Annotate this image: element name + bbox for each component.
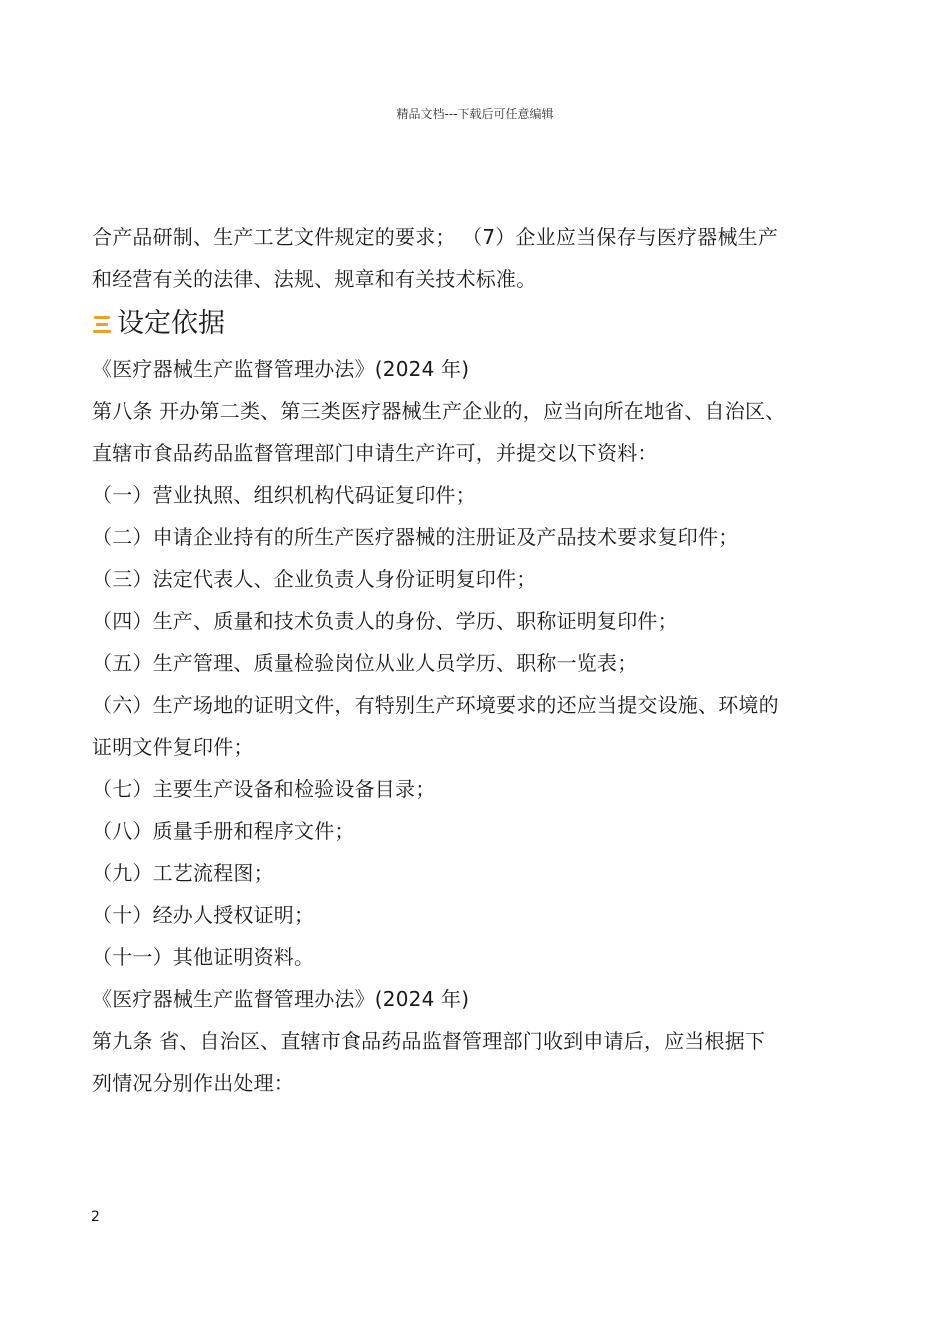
list-item: （七）主要生产设备和检验设备目录； — [92, 777, 436, 801]
article-line: 第九条 省、自治区、直辖市食品药品监督管理部门收到申请后，应当根据下 — [92, 1029, 766, 1053]
list-item: （九）工艺流程图； — [92, 861, 274, 885]
regulation-title: 《医疗器械生产监督管理办法》(2024 年) — [92, 987, 470, 1011]
list-item: （四）生产、质量和技术负责人的身份、学历、职称证明复印件； — [92, 609, 678, 633]
document-body — [92, 216, 858, 1104]
list-item: （三）法定代表人、企业负责人身份证明复印件； — [92, 567, 537, 591]
list-item-continuation: 证明文件复印件； — [92, 735, 254, 759]
article-line: 直辖市食品药品监督管理部门申请生产许可，并提交以下资料： — [92, 441, 658, 465]
paragraph-line: 和经营有关的法律、法规、规章和有关技术标准。 — [92, 267, 537, 291]
section-heading-text: 设定依据 — [117, 308, 225, 339]
article-line: 第八条 开办第二类、第三类医疗器械生产企业的，应当向所在地省、自治区、 — [92, 399, 786, 423]
list-item: （十）经办人授权证明； — [92, 903, 315, 927]
page-header: 精品文档---下载后可任意编辑 — [396, 107, 554, 121]
list-item: （五）生产管理、质量检验岗位从业人员学历、职称一览表； — [92, 651, 638, 675]
list-item: （一）营业执照、组织机构代码证复印件； — [92, 483, 476, 507]
paragraph-line: 合产品研制、生产工艺文件规定的要求； （7）企业应当保存与医疗器械生产 — [92, 225, 779, 249]
article-line: 列情况分别作出处理： — [92, 1071, 294, 1095]
list-item: （十一）其他证明资料。 — [92, 945, 315, 969]
list-item: （八）质量手册和程序文件； — [92, 819, 355, 843]
regulation-title: 《医疗器械生产监督管理办法》(2024 年) — [92, 357, 470, 381]
section-heading — [92, 300, 858, 348]
page-number: 2 — [91, 1209, 100, 1225]
list-icon — [92, 313, 112, 335]
list-item: （二）申请企业持有的所生产医疗器械的注册证及产品技术要求复印件； — [92, 525, 739, 549]
list-item: （六）生产场地的证明文件，有特别生产环境要求的还应当提交设施、环境的 — [92, 693, 779, 717]
